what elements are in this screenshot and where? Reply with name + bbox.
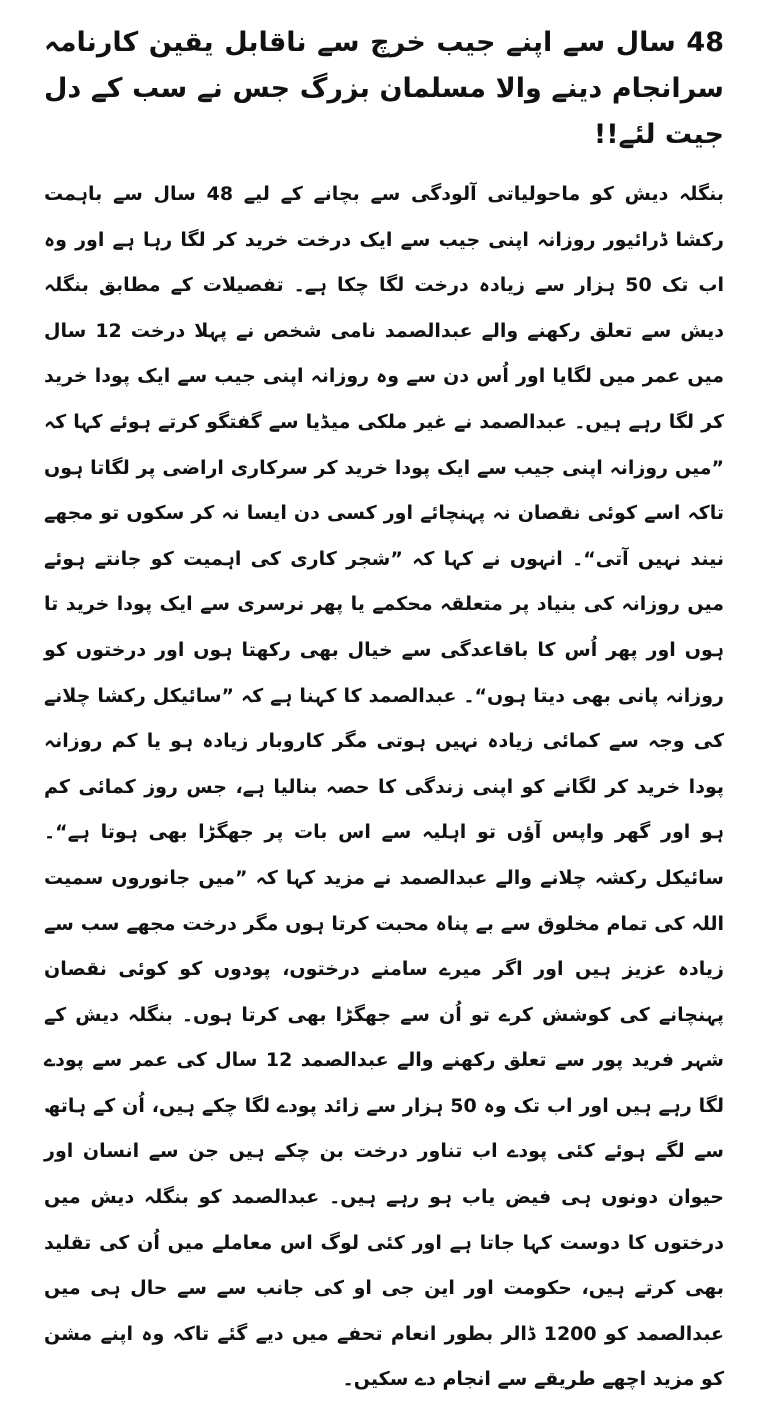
article-body: بنگلہ دیش کو ماحولیاتی آلودگی سے بچانے کے لیے 48 سال سے باہمت رکشا ڈرائیور روزانہ اپنی جیب سے ایک درخت خرید کر لگا رہا ہے اور وہ اب تک 50 ہزار سے زیادہ درخت لگا چکا ہے۔ تفصیلات کے مطابق بنگلہ دیش سے تعلق رکھنے والے عبدالصمد نامی شخص نے پہلا درخت 12 سال میں عمر میں لگایا اور اُس دن سے وہ روزانہ اپنی جیب سے ایک پودا خرید کر لگا رہے ہیں۔ عبدالصمد نے غیر ملکی میڈیا سے گفتگو کرتے ہوئے کہا کہ ”میں روزانہ اپنی جیب سے ایک پودا خرید کر سرکاری اراضی پر لگاتا ہوں تاکہ اسے کوئی نقصان نہ پہنچائے اور کسی دن ایسا نہ کر سکوں تو مجھے نیند نہیں آتی“۔ انہوں نے کہا کہ ”شجر کاری کی اہمیت کو جانتے ہوئے میں روزانہ کی بنیاد پر متعلقہ محکمے یا پھر نرسری سے ایک پودا خرید تا ہوں اور پھر اُس کا باقاعدگی سے خیال بھی رکھتا ہوں اور درختوں کو روزانہ پانی بھی دیتا ہوں“۔ عبدالصمد کا کہنا ہے کہ ”سائیکل رکشا چلانے کی وجہ سے کمائی زیادہ نہیں ہوتی مگر کاروبار زیادہ ہو یا کم روزانہ پودا خرید کر لگانے کو اپنی زندگی کا حصہ بنالیا ہے، جس روز کمائی کم ہو اور گھر واپس آؤں تو اہلیہ سے اس بات پر جھگڑا بھی ہوتا ہے“۔ سائیکل رکشہ چلانے والے عبدالصمد نے مزید کہا کہ ”میں جانوروں سمیت اللہ کی تمام مخلوق سے بے پناہ محبت کرتا ہوں مگر درخت مجھے سب سے زیادہ عزیز ہیں اور اگر میرے سامنے درختوں، پودوں کو کوئی نقصان پہنچانے کی کوشش کرے تو اُن سے جھگڑا بھی کرتا ہوں۔ بنگلہ دیش کے شہر فرید پور سے تعلق رکھنے والے عبدالصمد 12 سال کی عمر سے پودے لگا رہے ہیں اور اب تک وہ 50 ہزار سے زائد پودے لگا چکے ہیں، اُن کے ہاتھ سے لگے ہوئے کئی پودے اب تناور درخت بن چکے ہیں جن سے انسان اور حیوان دونوں ہی فیض یاب ہو رہے ہیں۔ عبدالصمد کو بنگلہ دیش میں درختوں کا دوست کہا جاتا ہے اور کئی لوگ اس معاملے میں اُن کی تقلید بھی کرتے ہیں، حکومت اور این جی او کی جانب سے سے حال ہی میں عبدالصمد کو 1200 ڈالر بطور انعام تحفے میں دیے گئے تاکہ وہ اپنے مشن کو مزید اچھے طریقے سے انجام دے سکیں۔ xyxy=(44,183,725,1391)
article-headline: 48 سال سے اپنے جیب خرچ سے ناقابل یقین کارنامہ سرانجام دینے والا مسلمان بزرگ جس نے سب کے دل جیت لئے!! xyxy=(44,27,724,150)
